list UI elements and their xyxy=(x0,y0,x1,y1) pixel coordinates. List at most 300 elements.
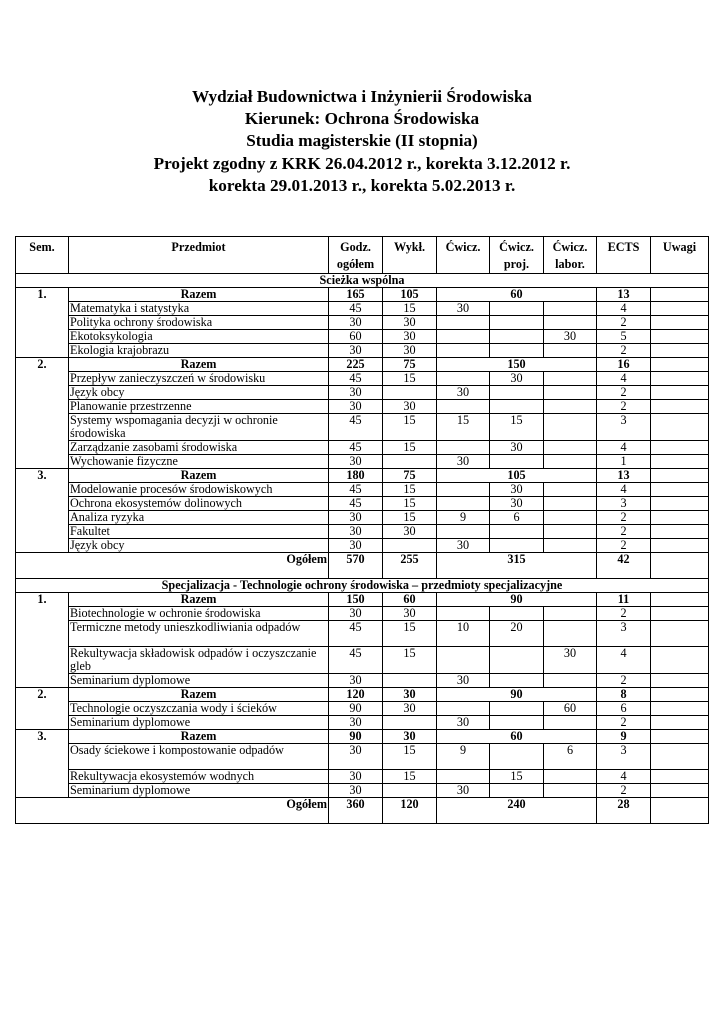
total-label: Razem xyxy=(69,288,329,302)
lab-cell xyxy=(544,525,597,539)
project-cell xyxy=(490,386,544,400)
project-cell: 15 xyxy=(490,770,544,784)
table-row xyxy=(16,716,709,730)
ects-cell: 5 xyxy=(597,330,651,344)
ects-cell: 2 xyxy=(597,525,651,539)
col-notes: Uwagi xyxy=(651,237,709,274)
total-notes xyxy=(651,469,709,483)
ects-cell: 3 xyxy=(597,414,651,441)
exercises-cell xyxy=(437,497,490,511)
ects-cell: 4 xyxy=(597,441,651,455)
total-notes xyxy=(651,730,709,744)
ects-cell: 4 xyxy=(597,483,651,497)
notes-cell xyxy=(651,784,709,798)
col-ects: ECTS xyxy=(597,237,651,274)
subject-name: Biotechnologie w ochronie środowiska xyxy=(69,607,329,621)
table-row xyxy=(16,784,709,798)
table-row xyxy=(16,386,709,400)
total-practice: 90 xyxy=(437,593,597,607)
ects-cell: 3 xyxy=(597,744,651,770)
table-row xyxy=(16,344,709,358)
total-practice: 60 xyxy=(437,730,597,744)
project-cell xyxy=(490,674,544,688)
total-practice: 150 xyxy=(437,358,597,372)
subject-name: Przepływ zanieczyszczeń w środowisku xyxy=(69,372,329,386)
exercises-cell xyxy=(437,344,490,358)
table-row xyxy=(16,539,709,553)
lecture-cell: 15 xyxy=(383,483,437,497)
col-lecture: Wykł. xyxy=(383,237,437,274)
notes-cell xyxy=(651,621,709,647)
grand-total-lecture: 255 xyxy=(383,553,437,579)
exercises-cell: 10 xyxy=(437,621,490,647)
total-hours: 180 xyxy=(329,469,383,483)
lecture-cell: 30 xyxy=(383,330,437,344)
project-cell xyxy=(490,744,544,770)
header-faculty: Wydział Budownictwa i Inżynierii Środowiska xyxy=(192,87,532,106)
semester-total-row xyxy=(16,593,709,607)
lecture-cell: 30 xyxy=(383,525,437,539)
total-hours: 90 xyxy=(329,730,383,744)
total-ects: 13 xyxy=(597,469,651,483)
project-cell xyxy=(490,525,544,539)
project-cell xyxy=(490,607,544,621)
table-row xyxy=(16,400,709,414)
lecture-cell: 15 xyxy=(383,302,437,316)
hours-cell: 30 xyxy=(329,784,383,798)
exercises-cell xyxy=(437,441,490,455)
semester-number: 2. xyxy=(16,358,69,469)
lecture-cell xyxy=(383,455,437,469)
ects-cell: 2 xyxy=(597,607,651,621)
subject-name: Rekultywacja ekosystemów wodnych xyxy=(69,770,329,784)
exercises-cell: 30 xyxy=(437,539,490,553)
table-row xyxy=(16,455,709,469)
lecture-cell: 30 xyxy=(383,400,437,414)
col-exercises: Ćwicz. xyxy=(437,237,490,274)
hours-cell: 30 xyxy=(329,316,383,330)
project-cell: 20 xyxy=(490,621,544,647)
notes-cell xyxy=(651,497,709,511)
total-lecture: 75 xyxy=(383,358,437,372)
lecture-cell: 30 xyxy=(383,316,437,330)
table-row xyxy=(16,316,709,330)
semester-total-row xyxy=(16,469,709,483)
notes-cell xyxy=(651,330,709,344)
lab-cell: 30 xyxy=(544,647,597,674)
grand-total-row xyxy=(16,553,709,579)
subject-name: Analiza ryzyka xyxy=(69,511,329,525)
project-cell xyxy=(490,784,544,798)
lab-cell xyxy=(544,716,597,730)
total-practice: 60 xyxy=(437,288,597,302)
header-field: Kierunek: Ochrona Środowiska xyxy=(244,109,480,129)
table-row xyxy=(16,372,709,386)
notes-cell xyxy=(651,511,709,525)
lab-cell xyxy=(544,344,597,358)
total-lecture: 105 xyxy=(383,288,437,302)
project-cell xyxy=(490,455,544,469)
subject-name: Rekultywacja składowisk odpadów i oczyszczanie gleb xyxy=(69,647,329,674)
header-project: Projekt zgodny z KRK 26.04.2012 r., korekta 3.12.2012 r. xyxy=(153,153,571,173)
grand-total-row xyxy=(16,798,709,824)
notes-cell xyxy=(651,483,709,497)
project-cell xyxy=(490,647,544,674)
ects-cell: 2 xyxy=(597,316,651,330)
ects-cell: 4 xyxy=(597,647,651,674)
exercises-cell: 9 xyxy=(437,511,490,525)
lab-cell: 30 xyxy=(544,330,597,344)
lab-cell xyxy=(544,455,597,469)
project-cell xyxy=(490,316,544,330)
total-ects: 8 xyxy=(597,688,651,702)
notes-cell xyxy=(651,539,709,553)
exercises-cell xyxy=(437,702,490,716)
subject-name: Systemy wspomagania decyzji w ochronie środowiska xyxy=(69,414,329,441)
total-hours: 225 xyxy=(329,358,383,372)
project-cell: 30 xyxy=(490,441,544,455)
subject-name: Modelowanie procesów środowiskowych xyxy=(69,483,329,497)
lecture-cell xyxy=(383,784,437,798)
exercises-cell: 30 xyxy=(437,674,490,688)
section-row xyxy=(16,274,709,288)
section-specialization: Specjalizacja - Technologie ochrony środowiska – przedmioty specjalizacyjne xyxy=(16,579,709,593)
project-cell xyxy=(490,539,544,553)
subject-name: Osady ściekowe i kompostowanie odpadów xyxy=(69,744,329,770)
subject-name: Technologie oczyszczania wody i ścieków xyxy=(69,702,329,716)
section-row xyxy=(16,579,709,593)
grand-total-notes xyxy=(651,553,709,579)
total-label: Razem xyxy=(69,688,329,702)
notes-cell xyxy=(651,414,709,441)
lab-cell xyxy=(544,400,597,414)
notes-cell xyxy=(651,316,709,330)
notes-cell xyxy=(651,344,709,358)
col-subject: Przedmiot xyxy=(69,237,329,274)
hours-cell: 30 xyxy=(329,607,383,621)
subject-name: Matematyka i statystyka xyxy=(69,302,329,316)
hours-cell: 30 xyxy=(329,511,383,525)
grand-total-label: Ogółem xyxy=(16,798,329,824)
hours-cell: 45 xyxy=(329,647,383,674)
lab-cell: 6 xyxy=(544,744,597,770)
table-row xyxy=(16,621,709,647)
exercises-cell: 30 xyxy=(437,784,490,798)
total-practice: 105 xyxy=(437,469,597,483)
table-row xyxy=(16,441,709,455)
lab-cell xyxy=(544,414,597,441)
ects-cell: 2 xyxy=(597,344,651,358)
notes-cell xyxy=(651,702,709,716)
project-cell: 30 xyxy=(490,497,544,511)
subject-name: Termiczne metody unieszkodliwiania odpadów xyxy=(69,621,329,647)
table-row xyxy=(16,525,709,539)
exercises-cell: 9 xyxy=(437,744,490,770)
study-plan-table xyxy=(15,236,709,824)
total-ects: 16 xyxy=(597,358,651,372)
exercises-cell xyxy=(437,330,490,344)
lab-cell xyxy=(544,607,597,621)
notes-cell xyxy=(651,525,709,539)
semester-total-row xyxy=(16,288,709,302)
ects-cell: 4 xyxy=(597,302,651,316)
ects-cell: 2 xyxy=(597,674,651,688)
col-project: Ćwicz. proj. xyxy=(490,237,544,274)
grand-total-hours: 570 xyxy=(329,553,383,579)
total-ects: 13 xyxy=(597,288,651,302)
table-header-row xyxy=(16,237,709,274)
lecture-cell: 15 xyxy=(383,372,437,386)
lecture-cell: 15 xyxy=(383,744,437,770)
hours-cell: 30 xyxy=(329,674,383,688)
total-ects: 9 xyxy=(597,730,651,744)
notes-cell xyxy=(651,607,709,621)
exercises-cell: 30 xyxy=(437,455,490,469)
exercises-cell xyxy=(437,770,490,784)
notes-cell xyxy=(651,716,709,730)
lab-cell xyxy=(544,511,597,525)
hours-cell: 45 xyxy=(329,302,383,316)
lab-cell: 60 xyxy=(544,702,597,716)
semester-number: 1. xyxy=(16,288,69,358)
table-row xyxy=(16,302,709,316)
hours-cell: 45 xyxy=(329,621,383,647)
notes-cell xyxy=(651,302,709,316)
exercises-cell: 30 xyxy=(437,716,490,730)
total-label: Razem xyxy=(69,730,329,744)
hours-cell: 30 xyxy=(329,344,383,358)
total-notes xyxy=(651,288,709,302)
table-row xyxy=(16,674,709,688)
total-practice: 90 xyxy=(437,688,597,702)
ects-cell: 2 xyxy=(597,784,651,798)
hours-cell: 30 xyxy=(329,744,383,770)
lecture-cell xyxy=(383,674,437,688)
lab-cell xyxy=(544,674,597,688)
lecture-cell xyxy=(383,386,437,400)
hours-cell: 45 xyxy=(329,441,383,455)
notes-cell xyxy=(651,674,709,688)
lecture-cell: 30 xyxy=(383,702,437,716)
subject-name: Seminarium dyplomowe xyxy=(69,716,329,730)
hours-cell: 60 xyxy=(329,330,383,344)
section-common: Scieżka wspólna xyxy=(16,274,709,288)
exercises-cell: 15 xyxy=(437,414,490,441)
total-lecture: 60 xyxy=(383,593,437,607)
ects-cell: 2 xyxy=(597,511,651,525)
lab-cell xyxy=(544,483,597,497)
exercises-cell xyxy=(437,316,490,330)
exercises-cell xyxy=(437,400,490,414)
project-cell xyxy=(490,400,544,414)
project-cell: 6 xyxy=(490,511,544,525)
header-corrections: korekta 29.01.2013 r., korekta 5.02.2013 r. xyxy=(208,175,516,195)
ects-cell: 2 xyxy=(597,400,651,414)
subject-name: Planowanie przestrzenne xyxy=(69,400,329,414)
lecture-cell: 30 xyxy=(383,607,437,621)
lab-cell xyxy=(544,386,597,400)
exercises-cell xyxy=(437,483,490,497)
exercises-cell xyxy=(437,372,490,386)
lab-cell xyxy=(544,372,597,386)
notes-cell xyxy=(651,770,709,784)
total-lecture: 75 xyxy=(383,469,437,483)
grand-total-ects: 28 xyxy=(597,798,651,824)
ects-cell: 4 xyxy=(597,372,651,386)
hours-cell: 30 xyxy=(329,525,383,539)
ects-cell: 2 xyxy=(597,716,651,730)
total-hours: 165 xyxy=(329,288,383,302)
document-header xyxy=(0,86,724,197)
semester-number: 2. xyxy=(16,688,69,730)
notes-cell xyxy=(651,441,709,455)
total-hours: 120 xyxy=(329,688,383,702)
semester-number: 3. xyxy=(16,730,69,798)
subject-name: Polityka ochrony środowiska xyxy=(69,316,329,330)
lab-cell xyxy=(544,302,597,316)
notes-cell xyxy=(651,400,709,414)
total-notes xyxy=(651,593,709,607)
exercises-cell xyxy=(437,647,490,674)
hours-cell: 45 xyxy=(329,483,383,497)
total-lecture: 30 xyxy=(383,688,437,702)
subject-name: Seminarium dyplomowe xyxy=(69,674,329,688)
exercises-cell: 30 xyxy=(437,302,490,316)
table-row xyxy=(16,483,709,497)
grand-total-practice: 240 xyxy=(437,798,597,824)
subject-name: Język obcy xyxy=(69,386,329,400)
exercises-cell xyxy=(437,525,490,539)
project-cell: 30 xyxy=(490,372,544,386)
lecture-cell xyxy=(383,716,437,730)
lecture-cell: 15 xyxy=(383,414,437,441)
semester-total-row xyxy=(16,688,709,702)
hours-cell: 45 xyxy=(329,497,383,511)
lab-cell xyxy=(544,784,597,798)
lecture-cell: 15 xyxy=(383,621,437,647)
lab-cell xyxy=(544,621,597,647)
subject-name: Seminarium dyplomowe xyxy=(69,784,329,798)
lecture-cell: 15 xyxy=(383,647,437,674)
hours-cell: 30 xyxy=(329,770,383,784)
project-cell xyxy=(490,344,544,358)
table-row xyxy=(16,330,709,344)
project-cell xyxy=(490,716,544,730)
grand-total-notes xyxy=(651,798,709,824)
table-body xyxy=(16,274,709,824)
total-label: Razem xyxy=(69,593,329,607)
hours-cell: 30 xyxy=(329,455,383,469)
lecture-cell: 15 xyxy=(383,511,437,525)
header-level: Studia magisterskie (II stopnia) xyxy=(246,131,478,151)
hours-cell: 30 xyxy=(329,539,383,553)
hours-cell: 90 xyxy=(329,702,383,716)
notes-cell xyxy=(651,647,709,674)
semester-total-row xyxy=(16,358,709,372)
semester-number: 1. xyxy=(16,593,69,688)
subject-name: Zarządzanie zasobami środowiska xyxy=(69,441,329,455)
ects-cell: 4 xyxy=(597,770,651,784)
notes-cell xyxy=(651,744,709,770)
table-row xyxy=(16,770,709,784)
ects-cell: 2 xyxy=(597,386,651,400)
project-cell: 15 xyxy=(490,414,544,441)
lecture-cell: 15 xyxy=(383,770,437,784)
project-cell xyxy=(490,330,544,344)
lab-cell xyxy=(544,770,597,784)
col-hours: Godz. ogółem xyxy=(329,237,383,274)
lab-cell xyxy=(544,316,597,330)
table-row xyxy=(16,702,709,716)
subject-name: Ekologia krajobrazu xyxy=(69,344,329,358)
hours-cell: 30 xyxy=(329,400,383,414)
table-row xyxy=(16,647,709,674)
grand-total-hours: 360 xyxy=(329,798,383,824)
ects-cell: 6 xyxy=(597,702,651,716)
total-label: Razem xyxy=(69,469,329,483)
hours-cell: 30 xyxy=(329,386,383,400)
project-cell: 30 xyxy=(490,483,544,497)
table-row xyxy=(16,511,709,525)
subject-name: Ochrona ekosystemów dolinowych xyxy=(69,497,329,511)
total-lecture: 30 xyxy=(383,730,437,744)
exercises-cell xyxy=(437,607,490,621)
table-row xyxy=(16,497,709,511)
grand-total-ects: 42 xyxy=(597,553,651,579)
subject-name: Ekotoksykologia xyxy=(69,330,329,344)
grand-total-label: Ogółem xyxy=(16,553,329,579)
hours-cell: 30 xyxy=(329,716,383,730)
grand-total-lecture: 120 xyxy=(383,798,437,824)
subject-name: Wychowanie fizyczne xyxy=(69,455,329,469)
lab-cell xyxy=(544,539,597,553)
ects-cell: 2 xyxy=(597,539,651,553)
col-lab: Ćwicz. labor. xyxy=(544,237,597,274)
hours-cell: 45 xyxy=(329,372,383,386)
table-row xyxy=(16,744,709,770)
lecture-cell xyxy=(383,539,437,553)
col-sem: Sem. xyxy=(16,237,69,274)
total-notes xyxy=(651,358,709,372)
lecture-cell: 30 xyxy=(383,344,437,358)
ects-cell: 3 xyxy=(597,497,651,511)
ects-cell: 3 xyxy=(597,621,651,647)
total-hours: 150 xyxy=(329,593,383,607)
lab-cell xyxy=(544,497,597,511)
lecture-cell: 15 xyxy=(383,497,437,511)
lab-cell xyxy=(544,441,597,455)
exercises-cell: 30 xyxy=(437,386,490,400)
project-cell xyxy=(490,302,544,316)
total-label: Razem xyxy=(69,358,329,372)
grand-total-practice: 315 xyxy=(437,553,597,579)
lecture-cell: 15 xyxy=(383,441,437,455)
subject-name: Fakultet xyxy=(69,525,329,539)
total-notes xyxy=(651,688,709,702)
total-ects: 11 xyxy=(597,593,651,607)
notes-cell xyxy=(651,386,709,400)
ects-cell: 1 xyxy=(597,455,651,469)
notes-cell xyxy=(651,372,709,386)
subject-name: Język obcy xyxy=(69,539,329,553)
hours-cell: 45 xyxy=(329,414,383,441)
table-row xyxy=(16,414,709,441)
project-cell xyxy=(490,702,544,716)
notes-cell xyxy=(651,455,709,469)
table-row xyxy=(16,607,709,621)
semester-total-row xyxy=(16,730,709,744)
semester-number: 3. xyxy=(16,469,69,553)
